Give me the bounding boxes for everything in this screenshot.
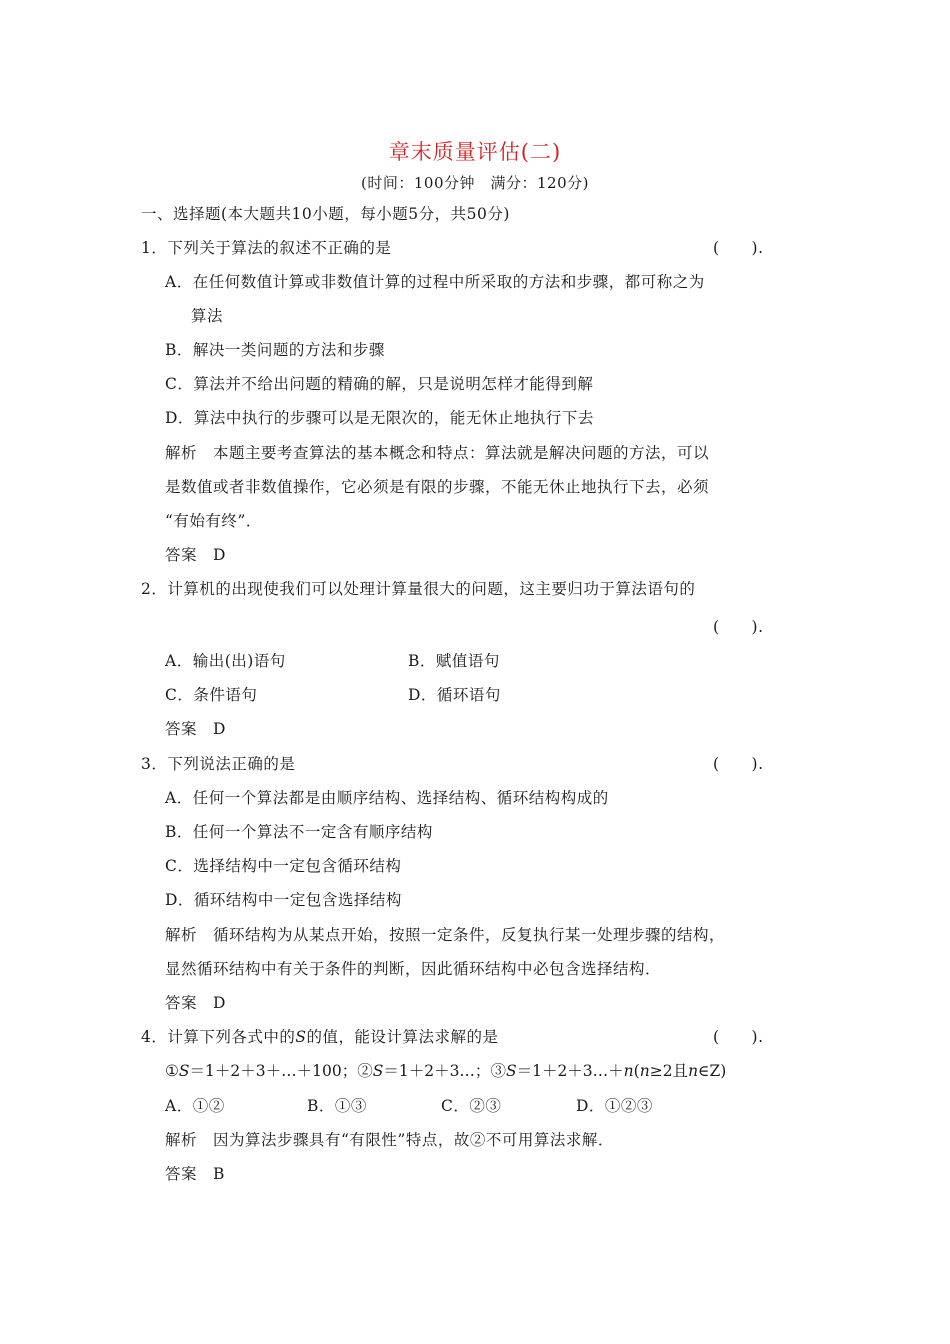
- page-title: 章末质量评估(二): [388, 140, 562, 164]
- q3-option-d: D．循环结构中一定包含选择结构: [165, 891, 402, 909]
- q3-answer: 答案 D: [165, 994, 226, 1012]
- q1-option-c: C．算法并不给出问题的精确的解，只是说明怎样才能得到解: [165, 375, 594, 393]
- q3-option-b: B．任何一个算法不一定含有顺序结构: [165, 823, 433, 841]
- q4-option-b: B．①③: [307, 1097, 367, 1115]
- q2-option-c: C．条件语句: [165, 686, 258, 704]
- q4-answer: 答案 B: [165, 1165, 225, 1183]
- q1-answer: 答案 D: [165, 546, 226, 564]
- q3-answer-paren: ( ).: [713, 755, 764, 773]
- q2-answer-paren: ( ).: [713, 618, 764, 636]
- q3-stem: 3．下列说法正确的是: [141, 755, 296, 773]
- q1-option-a-cont: 算法: [191, 307, 224, 325]
- q3-option-c: C．选择结构中一定包含循环结构: [165, 857, 402, 875]
- q1-option-b: B．解决一类问题的方法和步骤: [165, 341, 385, 359]
- q1-answer-paren: ( ).: [713, 239, 764, 257]
- q1-option-a: A．在任何数值计算或非数值计算的过程中所采取的方法和步骤，都可称之为: [165, 273, 705, 291]
- q1-explanation-1: 解析 本题主要考查算法的基本概念和特点：算法就是解决问题的方法，可以: [165, 444, 710, 462]
- page-subtitle: (时间：100分钟 满分：120分): [361, 174, 589, 192]
- q2-option-a: A．输出(出)语句: [165, 652, 286, 670]
- section-heading: 一、选择题(本大题共10小题，每小题5分，共50分): [141, 205, 510, 223]
- q4-answer-paren: ( ).: [713, 1028, 764, 1046]
- q1-option-d: D．算法中执行的步骤可以是无限次的，能无休止地执行下去: [165, 409, 594, 427]
- q3-explanation-1: 解析 循环结构为从某点开始，按照一定条件，反复执行某一处理步骤的结构，: [165, 926, 726, 944]
- q1-explanation-2: 是数值或者非数值操作，它必须是有限的步骤，不能无休止地执行下去，必须: [165, 478, 710, 496]
- q4-option-a: A．①②: [165, 1097, 225, 1115]
- q2-option-b: B．赋值语句: [408, 652, 500, 670]
- q4-explanation: 解析 因为算法步骤具有“有限性”特点，故②不可用算法求解．: [165, 1131, 614, 1149]
- q2-option-d: D．循环语句: [408, 686, 501, 704]
- q4-option-c: C．②③: [441, 1097, 502, 1115]
- q2-stem: 2．计算机的出现使我们可以处理计算量很大的问题，这主要归功于算法语句的: [141, 580, 696, 598]
- q4-stem: 4．计算下列各式中的S的值，能设计算法求解的是: [141, 1028, 499, 1046]
- q1-stem: 1．下列关于算法的叙述不正确的是: [141, 239, 392, 257]
- q4-formulas: ①S＝1＋2＋3＋…＋100；②S＝1＋2＋3…；③S＝1＋2＋3…＋n(n≥2且n∈Z): [165, 1062, 727, 1080]
- q3-explanation-2: 显然循环结构中有关于条件的判断，因此循环结构中必包含选择结构．: [165, 960, 662, 978]
- q1-explanation-3: “有始有终”．: [165, 512, 262, 530]
- q2-answer: 答案 D: [165, 720, 226, 738]
- q3-option-a: A．任何一个算法都是由顺序结构、选择结构、循环结构构成的: [165, 789, 609, 807]
- q4-option-d: D．①②③: [576, 1097, 653, 1115]
